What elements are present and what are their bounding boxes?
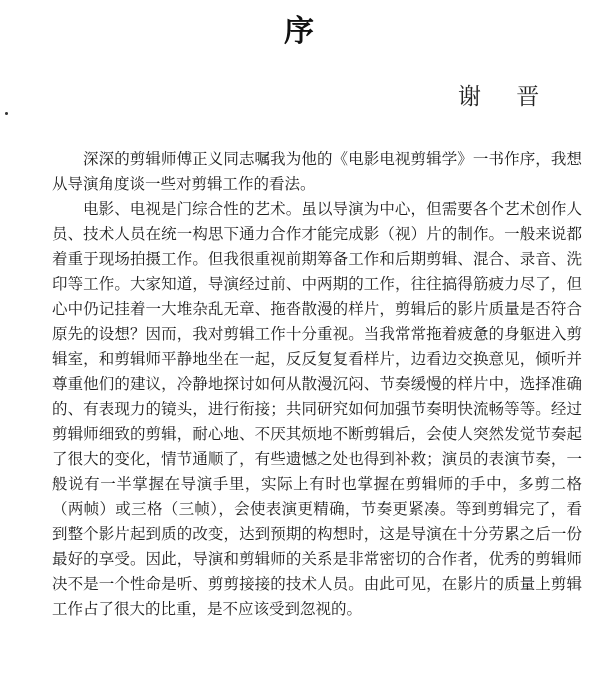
paragraph-main: 电影、电视是门综合性的艺术。虽以导演为中心，但需要各个艺术创作人员、技术人员在统一构思下通力合作才能完成影（视）片的制作。一般来说都着重于现场拍摄工作。但我很重视前期筹备工作和后期剪辑、混合、录音、洗印等工作。大家知道，导演经过前、中两期的工作，往往搞得筋疲力尽了，但心中仍记挂着一大堆杂乱无章、拖沓散漫的样片，剪辑后的影片质量是否符合原先的设想？因而，我对剪辑工作十分重视。当我常常拖着疲惫的身躯进入剪辑室，和剪辑师平静地坐在一起，反反复复看样片，边看边交换意见，倾听并尊重他们的建议，冷静地探讨如何从散漫沉闷、节奏缓慢的样片中，选择准确的、有表现力的镜头，进行衔接；共同研究如何加强节奏明快流畅等等。经过剪辑师细致的剪辑，耐心地、不厌其烦地不断剪辑后，会使人突然发觉节奏起了很大的变化，情节通顺了，有些遗憾之处也得到补救；演员的表演节奏，一般说有一半掌握在导演手里，实际上有时也掌握在剪辑师的手中，多剪二格（两帧）或三格（三帧），会使表演更精确，节奏更紧凑。等到剪辑完了，看到整个影片起到质的改变，达到预期的构想时，这是导演在十分劳累之后一份最好的享受。因此，导演和剪辑师的关系是非常密切的合作者，优秀的剪辑师决不是一个性命是听、剪剪接接的技术人员。由此可见，在影片的质量上剪辑工作占了很大的比重，是不应该受到忽视的。 xyxy=(52,200,582,618)
body-text xyxy=(52,147,582,622)
margin-mark xyxy=(5,112,8,115)
author-name: 谢 晋 xyxy=(458,84,554,110)
paragraph-intro: 深深的剪辑师傅正义同志嘱我为他的《电影电视剪辑学》一书作序，我想从导演角度谈一些对剪辑工作的看法。 xyxy=(52,150,582,193)
page-title: 序 xyxy=(284,14,316,49)
